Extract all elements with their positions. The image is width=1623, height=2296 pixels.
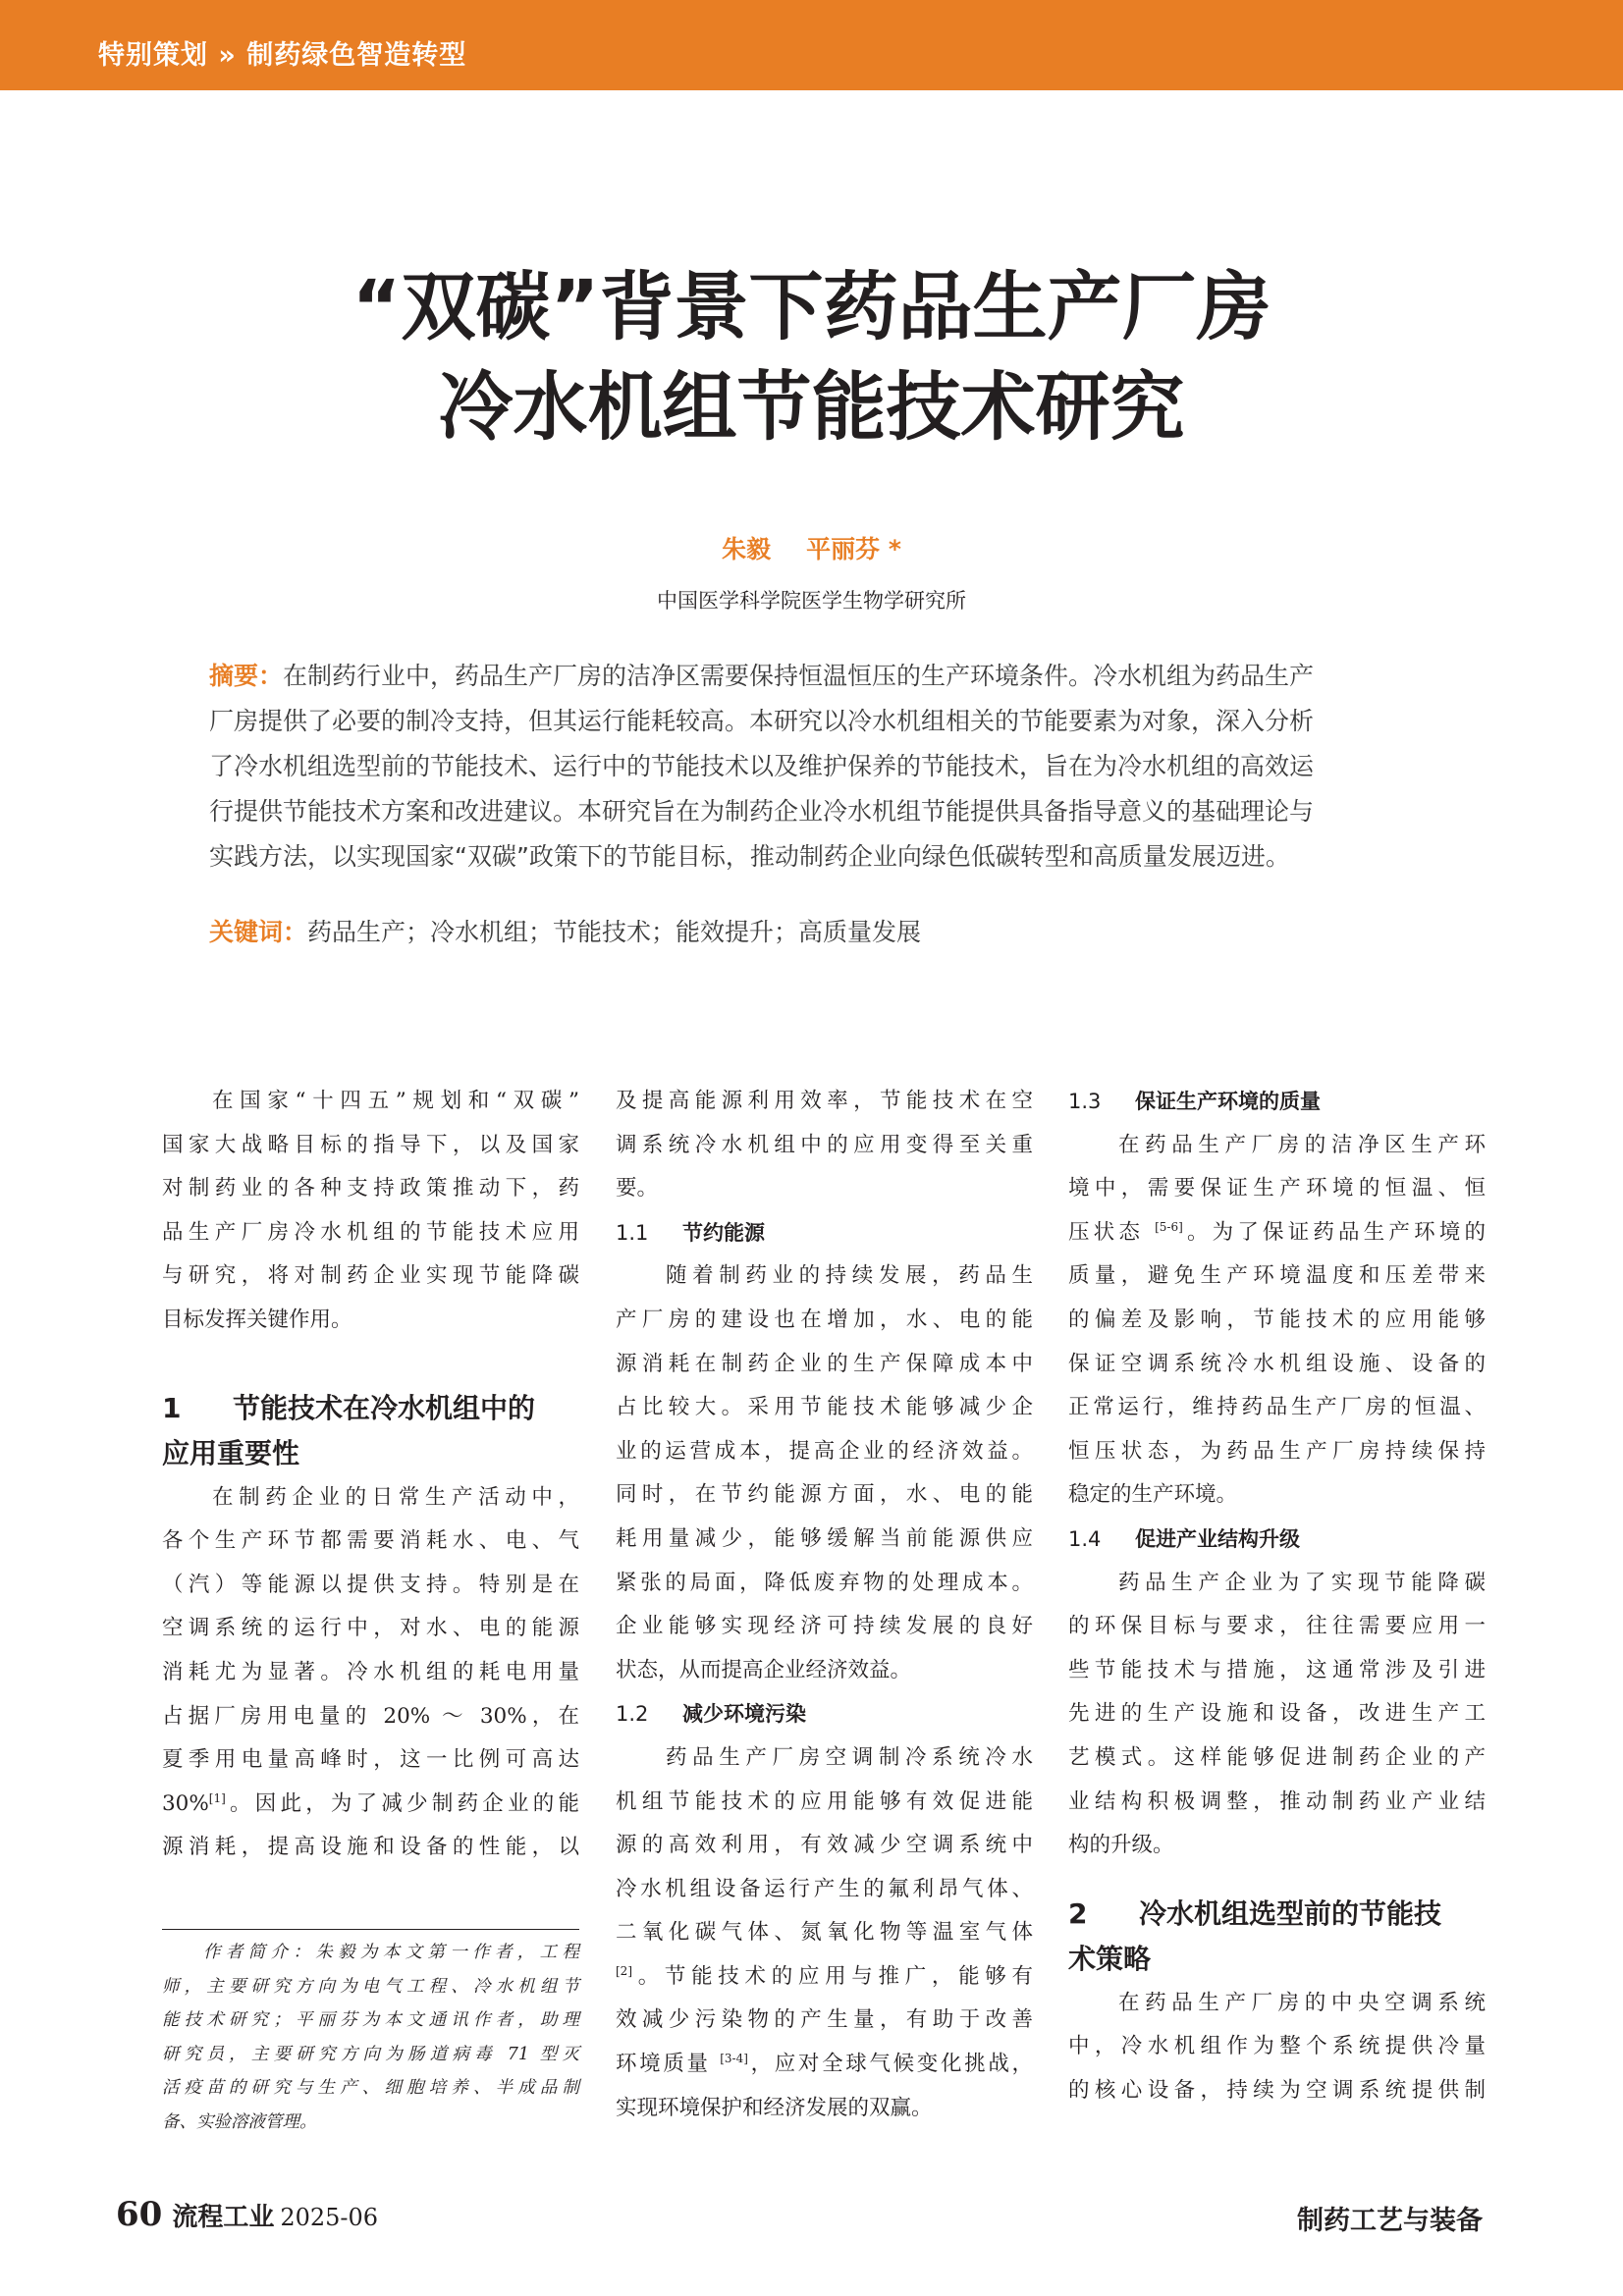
body-line: 与研究，将对制药企业实现节能降碳 xyxy=(162,1263,579,1289)
title-line-1: “双碳”背景下药品生产厂房 xyxy=(352,263,1271,350)
section-name-footer: 制药工艺与装备 xyxy=(1297,2206,1483,2236)
body-line: 源消耗在制药企业的生产保障成本中 xyxy=(616,1351,1033,1376)
body-line: 紧张的局面，降低废弃物的处理成本。 xyxy=(616,1570,1033,1595)
title-line-2: 冷水机组节能技术研究 xyxy=(438,363,1185,451)
page-footer-left xyxy=(116,2195,378,2234)
footnote-line: 能技术研究；平丽芬为本文通讯作者，助理 xyxy=(162,2010,579,2030)
body-line: 在药品生产厂房的洁净区生产环 xyxy=(1118,1132,1486,1157)
journal-name: 流程工业 xyxy=(172,2203,275,2232)
body-line: 的环保目标与要求，往往需要应用一 xyxy=(1068,1614,1486,1639)
section-heading-1-cont: 应用重要性 xyxy=(162,1436,300,1469)
column-1 xyxy=(162,1080,579,1870)
body-line: 夏季用电量高峰时，这一比例可高达 xyxy=(162,1747,579,1773)
body-line: 同时，在节约能源方面，水、电的能 xyxy=(616,1482,1033,1508)
section-heading-2: 2 冷水机组选型前的节能技 xyxy=(1068,1896,1442,1930)
body-line: 占比较大。采用节能技术能够减少企 xyxy=(616,1395,1033,1420)
body-line: 压状态 [5-6]。为了保证药品生产环境的 xyxy=(1068,1219,1486,1245)
body-line: 构的升级。 xyxy=(1068,1833,1174,1858)
body-line: 机组节能技术的应用能够有效促进能 xyxy=(616,1789,1033,1814)
body-line: 源的高效利用，有效减少空调系统中 xyxy=(616,1833,1033,1858)
footnote-line: 研究员，主要研究方向为肠道病毒 71 型灭 xyxy=(162,2044,579,2064)
footnote-line: 备、实验溶液管理。 xyxy=(162,2111,317,2132)
footnote-line: 师，主要研究方向为电气工程、冷水机组节 xyxy=(162,1976,579,1997)
section-heading-2-cont: 术策略 xyxy=(1068,1942,1152,1975)
body-line: 目标发挥关键作用。 xyxy=(162,1307,352,1332)
subsection-heading-1-1: 1.1 节约能源 xyxy=(616,1220,765,1245)
body-line: 随着制药业的持续发展，药品生 xyxy=(666,1263,1033,1289)
body-line: 源消耗，提高设施和设备的性能，以 xyxy=(162,1835,579,1860)
body-line: 些节能技术与措施，这通常涉及引进 xyxy=(1068,1657,1486,1682)
body-line: 药品生产企业为了实现节能降碳 xyxy=(1118,1570,1486,1595)
body-line: 药品生产厂房空调制冷系统冷水 xyxy=(666,1744,1033,1770)
issue-date: 2025-06 xyxy=(280,2204,379,2231)
keywords-text: 药品生产；冷水机组；节能技术；能效提升；高质量发展 xyxy=(307,918,922,946)
body-line: 实现环境保护和经济发展的双赢。 xyxy=(616,2095,933,2120)
section-heading-1: 1 节能技术在冷水机组中的 xyxy=(162,1391,536,1424)
body-line: 空调系统的运行中，对水、电的能源 xyxy=(162,1616,579,1641)
body-line: 在制药企业的日常生产活动中， xyxy=(212,1484,579,1510)
body-line: 在国家“十四五”规划和“双碳” xyxy=(212,1089,579,1113)
body-line: 正常运行，维持药品生产厂房的恒温、 xyxy=(1068,1395,1486,1420)
subsection-heading-1-4: 1.4 促进产业结构升级 xyxy=(1068,1526,1300,1551)
body-line: 先进的生产设施和设备，改进生产工 xyxy=(1068,1701,1486,1727)
abstract-line: 厂房提供了必要的制冷支持，但其运行能耗较高。本研究以冷水机组相关的节能要素为对象，深入分析 xyxy=(209,707,1315,735)
affiliation: 中国医学科学院医学生物学研究所 xyxy=(657,589,966,613)
abstract-label: 摘要： xyxy=(209,662,284,690)
body-line: 要。 xyxy=(616,1176,659,1201)
column-3 xyxy=(1068,1080,1486,2112)
page-number: 60 xyxy=(116,2195,163,2234)
header-bar xyxy=(0,0,1623,90)
body-line: 各个生产环节都需要消耗水、电、气 xyxy=(162,1528,579,1554)
subsection-heading-1-2: 1.2 减少环境污染 xyxy=(616,1702,806,1727)
body-line: 及提高能源利用效率，节能技术在空 xyxy=(616,1089,1033,1113)
body-line: 稳定的生产环境。 xyxy=(1068,1482,1238,1508)
body-line: 质量，避免生产环境温度和压差带来 xyxy=(1068,1263,1486,1289)
body-line: 艺模式。这样能够促进制药企业的产 xyxy=(1068,1744,1486,1770)
body-line: 效减少污染物的产生量，有助于改善 xyxy=(616,2007,1033,2033)
body-line: 企业能够实现经济可持续发展的良好 xyxy=(616,1614,1033,1639)
citation: [1] xyxy=(208,1790,226,1805)
body-line: 调系统冷水机组中的应用变得至关重 xyxy=(616,1132,1033,1157)
citation: [2] xyxy=(616,1963,632,1978)
body-line: 在药品生产厂房的中央空调系统 xyxy=(1118,1990,1486,2015)
citation: [3-4] xyxy=(720,2052,748,2066)
keywords-label: 关键词： xyxy=(209,918,308,946)
column-2 xyxy=(616,1080,1033,2130)
body-line: 占据厂房用电量的 20% ～ 30%，在 xyxy=(162,1703,579,1729)
section-rubric: 特别策划 » 制药绿色智造转型 xyxy=(98,40,467,71)
body-line: 消耗尤为显著。冷水机组的耗电用量 xyxy=(162,1659,579,1684)
body-line: 对制药业的各种支持政策推动下，药 xyxy=(162,1176,579,1201)
body-line: 业的运营成本，提高企业的经济效益。 xyxy=(616,1438,1033,1464)
body-line: 国家大战略目标的指导下，以及国家 xyxy=(162,1132,579,1157)
author-footnote xyxy=(162,1929,579,2139)
body-line: 状态，从而提高企业经济效益。 xyxy=(616,1657,912,1682)
authors xyxy=(0,530,1623,565)
body-line: 耗用量减少，能够缓解当前能源供应 xyxy=(616,1525,1033,1551)
body-line: 二氧化碳气体、氮氧化物等温室气体 xyxy=(616,1920,1033,1946)
body-line: 环境质量 [3-4]，应对全球气候变化挑战， xyxy=(616,2052,1033,2077)
citation: [5-6] xyxy=(1155,1219,1183,1234)
abstract-line: 了冷水机组选型前的节能技术、运行中的节能技术以及维护保养的节能技术，旨在为冷水机组的高效运 xyxy=(209,752,1315,780)
body-line: 中，冷水机组作为整个系统提供冷量 xyxy=(1068,2034,1486,2059)
footnote-line: 作者简介：朱毅为本文第一作者，工程 xyxy=(203,1943,579,1962)
body-line: [2]。节能技术的应用与推广，能够有 xyxy=(616,1963,1033,1989)
abstract-line: 实践方法，以实现国家“双碳”政策下的节能目标，推动制药企业向绿色低碳转型和高质量发展迈进。 xyxy=(209,842,1290,871)
body-line: 冷水机组设备运行产生的氟利昂气体、 xyxy=(616,1876,1033,1901)
subsection-heading-1-3: 1.3 保证生产环境的质量 xyxy=(1068,1090,1321,1113)
abstract-line: 行提供节能技术方案和改进建议。本研究旨在为制药企业冷水机组节能提供具备指导意义的基础理论与 xyxy=(209,797,1315,826)
article-title xyxy=(0,257,1623,457)
author-2: 平丽芬 * xyxy=(806,535,901,563)
body-line: （汽）等能源以提供支持。特别是在 xyxy=(162,1572,579,1597)
abstract-line: 在制药行业中，药品生产厂房的洁净区需要保持恒温恒压的生产环境条件。冷水机组为药品生产 xyxy=(283,662,1315,690)
footnote-line: 活疫苗的研究与生产、细胞培养、半成品制 xyxy=(162,2078,579,2098)
body-line: 30%[1]。因此，为了减少制药企业的能 xyxy=(162,1790,579,1816)
body-line: 的核心设备，持续为空调系统提供制 xyxy=(1068,2077,1486,2103)
body-line: 保证空调系统冷水机组设施、设备的 xyxy=(1068,1351,1486,1376)
abstract xyxy=(209,654,1446,880)
keywords xyxy=(209,913,1446,948)
body-line: 产厂房的建设也在增加，水、电的能 xyxy=(616,1307,1033,1332)
body-line: 境中，需要保证生产环境的恒温、恒 xyxy=(1068,1176,1486,1201)
body-line: 恒压状态，为药品生产厂房持续保持 xyxy=(1068,1438,1486,1464)
body-line: 业结构积极调整，推动制药业产业结 xyxy=(1068,1789,1486,1814)
body-line: 品生产厂房冷水机组的节能技术应用 xyxy=(162,1219,579,1245)
body-line: 的偏差及影响，节能技术的应用能够 xyxy=(1068,1307,1486,1332)
author-1: 朱毅 xyxy=(722,535,772,563)
